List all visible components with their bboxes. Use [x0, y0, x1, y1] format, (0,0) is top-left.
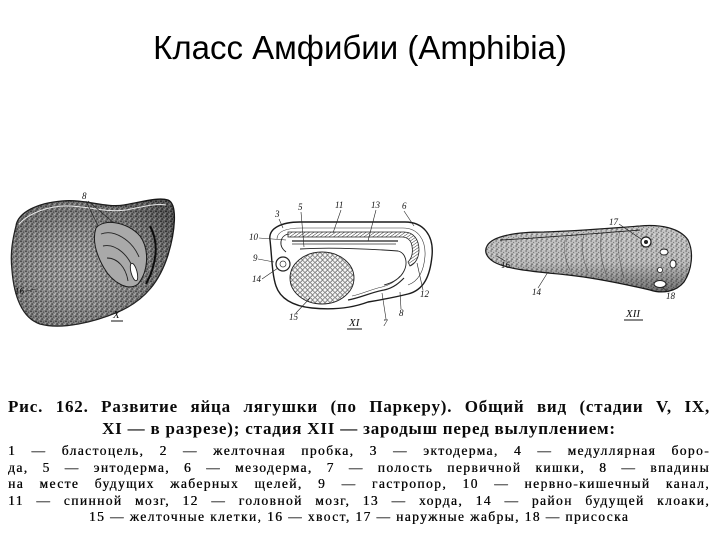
figure-label: 8: [399, 308, 404, 318]
figure-label: 9: [253, 253, 258, 263]
caption-legend-line: 1 — бластоцель, 2 — желточная пробка, 3 — эктодерма, 4 — медуллярная боро-: [8, 443, 710, 458]
stage-x-panel: [11, 191, 174, 326]
figure-label: 6: [402, 201, 407, 211]
figure-label: 7: [383, 318, 388, 328]
caption-legend: [8, 443, 710, 526]
frog-egg-development-figure: [0, 180, 720, 340]
stage-numeral: XII: [626, 308, 641, 320]
figure-label: 18: [666, 291, 675, 301]
stage-numeral: X: [113, 309, 120, 321]
stage-x-body-shading: [11, 199, 174, 326]
figure-label: 5: [298, 202, 303, 212]
caption-legend-line: 15 — желточные клетки, 16 — хвост, 17 — наружные жабры, 18 — присоска: [88, 509, 630, 524]
stage-xi-yolk-mass: [290, 252, 354, 304]
figure-label: 13: [371, 200, 380, 210]
figure-caption: [8, 396, 710, 526]
figure-label: 8: [82, 191, 87, 201]
figure-label: 14: [532, 287, 541, 297]
figure-label: 3: [275, 209, 280, 219]
figure-label: 17: [609, 217, 618, 227]
stage-xii-gill-slit: [660, 249, 668, 255]
stage-numeral: XI: [349, 317, 360, 329]
caption-legend-line: да, 5 — энтодерма, 6 — мезодерма, 7 — полость первичной кишки, 8 — впадины: [8, 459, 710, 475]
figure-label: 16: [501, 260, 510, 270]
stage-xii-gill-slit: [657, 267, 662, 272]
stage-xii-sucker: [654, 281, 666, 288]
slide-title: Класс Амфибии (Amphibia): [153, 29, 567, 66]
stage-xii-panel: [486, 217, 692, 320]
figure-label: 16: [15, 286, 24, 296]
figure-label: 15: [289, 312, 298, 322]
figure-label: 10: [249, 232, 258, 242]
caption-legend-line: на месте будущих жаберных щелей, 9 — гастропор, 10 — нервно-кишечный канал,: [8, 476, 710, 491]
caption-heading-line: XI — в разрезе); стадия XII — зародыш перед вылуплением:: [102, 419, 616, 438]
stage-xii-gill-slit: [670, 260, 676, 268]
figure-label: 11: [335, 200, 344, 210]
stage-xi-panel: [249, 200, 432, 329]
caption-legend-line: 11 — спинной мозг, 12 — головной мозг, 13 — хорда, 14 — район будущей клоаки,: [8, 492, 710, 508]
leader-line: [538, 272, 548, 288]
figure-label: 14: [252, 274, 261, 284]
stage-xi-cloaca-loop: [276, 257, 290, 271]
stage-xii-external-gills-core: [644, 240, 648, 244]
figure-label: 12: [420, 289, 429, 299]
caption-heading-line: Рис. 162. Развитие яйца лягушки (по Паркеру). Общий вид (стадии V, IX,: [8, 397, 710, 416]
